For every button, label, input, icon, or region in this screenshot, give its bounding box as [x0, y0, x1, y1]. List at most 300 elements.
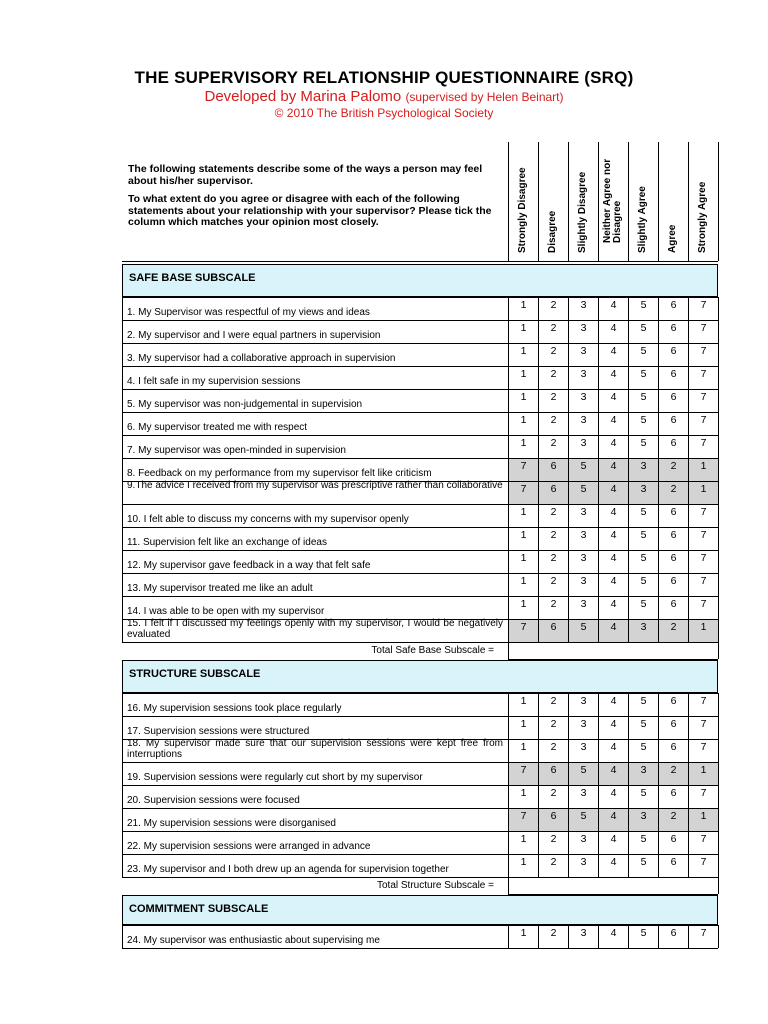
rating-option[interactable]: 2 [538, 854, 568, 877]
rating-option[interactable]: 6 [658, 504, 688, 527]
rating-cells [508, 716, 718, 739]
rating-option[interactable]: 7 [688, 693, 718, 716]
rating-option[interactable]: 2 [538, 831, 568, 854]
column-header-label: Strongly Disagree [517, 167, 528, 253]
question-row [122, 808, 718, 831]
question-row [122, 619, 718, 642]
rating-option[interactable]: 4 [598, 297, 628, 320]
rating-option[interactable]: 3 [568, 435, 598, 458]
table-border [718, 142, 719, 261]
section-title: SAFE BASE SUBSCALE [129, 272, 256, 284]
rating-option[interactable]: 6 [658, 925, 688, 948]
rating-option[interactable]: 6 [658, 412, 688, 435]
column-header [658, 142, 688, 261]
question-row [122, 596, 718, 619]
rating-option[interactable]: 4 [598, 412, 628, 435]
rating-option[interactable]: 5 [628, 693, 658, 716]
question-text: 10. I felt able to discuss my concerns with my supervisor openly [127, 514, 409, 525]
rating-option[interactable]: 7 [688, 343, 718, 366]
rating-option[interactable]: 6 [538, 808, 568, 831]
section-header [122, 660, 718, 693]
rating-option[interactable]: 2 [538, 527, 568, 550]
column-header [598, 142, 628, 261]
table-border [718, 550, 719, 573]
rating-option[interactable]: 6 [658, 550, 688, 573]
row-divider [122, 948, 718, 949]
rating-option[interactable]: 6 [538, 481, 568, 504]
rating-option[interactable]: 3 [568, 504, 598, 527]
rating-option[interactable]: 2 [658, 762, 688, 785]
table-border [122, 716, 123, 739]
rating-option[interactable]: 5 [628, 504, 658, 527]
row-divider [122, 642, 718, 643]
question-text: 13. My supervisor treated me like an adult [127, 583, 313, 594]
rating-option[interactable]: 1 [508, 925, 538, 948]
rating-option[interactable]: 1 [508, 389, 538, 412]
rating-option[interactable]: 3 [568, 343, 598, 366]
table-border [122, 739, 123, 762]
question-row [122, 320, 718, 343]
rating-option[interactable]: 6 [658, 831, 688, 854]
rating-option[interactable]: 6 [658, 739, 688, 762]
rating-option[interactable]: 7 [688, 925, 718, 948]
rating-cells [508, 785, 718, 808]
rating-option[interactable]: 1 [508, 573, 538, 596]
rating-option[interactable]: 1 [688, 619, 718, 642]
rating-option[interactable]: 3 [568, 389, 598, 412]
rating-option[interactable]: 3 [568, 785, 598, 808]
column-header [538, 142, 568, 261]
table-border [718, 619, 719, 642]
row-divider [122, 808, 718, 809]
rating-option[interactable]: 7 [688, 435, 718, 458]
copyright-notice: © 2010 The British Psychological Society [274, 106, 494, 120]
rating-option[interactable]: 2 [538, 716, 568, 739]
question-row [122, 573, 718, 596]
rating-option[interactable]: 3 [628, 458, 658, 481]
rating-option[interactable]: 4 [598, 831, 628, 854]
rating-cells [508, 739, 718, 762]
question-text: 5. My supervisor was non-judgemental in supervision [127, 399, 363, 410]
rating-option[interactable]: 1 [508, 527, 538, 550]
rating-option[interactable]: 5 [628, 412, 658, 435]
rating-option[interactable]: 1 [508, 693, 538, 716]
table-border [122, 527, 123, 550]
rating-option[interactable]: 3 [568, 573, 598, 596]
rating-option[interactable]: 5 [628, 527, 658, 550]
row-divider [122, 596, 718, 597]
rating-option[interactable]: 6 [658, 389, 688, 412]
rating-option[interactable]: 3 [568, 854, 598, 877]
column-header [628, 142, 658, 261]
rating-cells [508, 389, 718, 412]
rating-option[interactable]: 3 [628, 619, 658, 642]
rating-option[interactable]: 2 [538, 739, 568, 762]
table-border [122, 504, 123, 527]
table-border [122, 693, 123, 716]
rating-option[interactable]: 5 [628, 550, 658, 573]
rating-option[interactable]: 4 [598, 550, 628, 573]
rating-cells [508, 854, 718, 877]
rating-option[interactable]: 5 [628, 925, 658, 948]
rating-cells [508, 925, 718, 948]
rating-option[interactable]: 3 [568, 412, 598, 435]
rating-option[interactable]: 3 [568, 527, 598, 550]
rating-option[interactable]: 3 [628, 481, 658, 504]
table-border [718, 481, 719, 504]
rating-option[interactable]: 5 [628, 716, 658, 739]
rating-option[interactable]: 4 [598, 504, 628, 527]
rating-option[interactable]: 2 [538, 389, 568, 412]
table-border [718, 320, 719, 343]
table-border [122, 412, 123, 435]
rating-option[interactable]: 3 [568, 925, 598, 948]
rating-option[interactable]: 2 [538, 550, 568, 573]
row-divider [122, 693, 718, 694]
rating-cells [508, 366, 718, 389]
table-border [718, 785, 719, 808]
rating-option[interactable]: 7 [688, 366, 718, 389]
rating-option[interactable]: 7 [688, 785, 718, 808]
question-text: 7. My supervisor was open-minded in supervision [127, 445, 346, 456]
subtotal-label: Total Safe Base Subscale = [371, 645, 494, 656]
rating-option[interactable]: 5 [628, 297, 658, 320]
rating-option[interactable]: 3 [628, 762, 658, 785]
column-header [508, 142, 538, 261]
rating-option[interactable]: 1 [508, 297, 538, 320]
rating-option[interactable]: 6 [658, 854, 688, 877]
rating-option[interactable]: 4 [598, 762, 628, 785]
column-header-label: Disagree [547, 210, 558, 253]
table-border [122, 619, 123, 642]
rating-option[interactable]: 4 [598, 785, 628, 808]
question-text: 21. My supervision sessions were disorganised [127, 818, 336, 829]
rating-option[interactable]: 1 [508, 785, 538, 808]
table-border [718, 596, 719, 619]
row-divider [122, 762, 718, 763]
rating-cells [508, 412, 718, 435]
question-text: 23. My supervisor and I both drew up an agenda for supervision together [127, 864, 449, 875]
rating-option[interactable]: 2 [538, 504, 568, 527]
row-divider [122, 550, 718, 551]
rating-option[interactable]: 2 [538, 343, 568, 366]
rating-option[interactable]: 6 [658, 297, 688, 320]
rating-option[interactable]: 2 [538, 412, 568, 435]
rating-option[interactable]: 4 [598, 739, 628, 762]
rating-option[interactable]: 7 [688, 297, 718, 320]
table-border [122, 297, 123, 320]
question-row [122, 693, 718, 716]
table-border [718, 389, 719, 412]
rating-option[interactable]: 5 [628, 854, 658, 877]
row-divider [122, 619, 718, 620]
question-row [122, 854, 718, 877]
rating-option[interactable]: 7 [508, 458, 538, 481]
table-border [718, 693, 719, 716]
rating-option[interactable]: 1 [508, 504, 538, 527]
rating-cells [508, 808, 718, 831]
question-text: 17. Supervision sessions were structured [127, 726, 310, 737]
row-divider [122, 366, 718, 367]
rating-cells [508, 527, 718, 550]
row-divider [122, 877, 718, 878]
table-border [718, 504, 719, 527]
rating-option[interactable]: 5 [568, 481, 598, 504]
column-header-label: Slightly Agree [637, 186, 648, 253]
rating-option[interactable]: 6 [538, 619, 568, 642]
rating-option[interactable]: 7 [688, 573, 718, 596]
rating-option[interactable]: 4 [598, 693, 628, 716]
rating-option[interactable]: 1 [508, 831, 538, 854]
rating-cells [508, 435, 718, 458]
table-border [122, 550, 123, 573]
rating-option[interactable]: 3 [568, 366, 598, 389]
rating-option[interactable]: 3 [568, 693, 598, 716]
rating-cells [508, 619, 718, 642]
rating-option[interactable]: 1 [688, 762, 718, 785]
rating-option[interactable]: 7 [688, 320, 718, 343]
rating-option[interactable]: 4 [598, 925, 628, 948]
rating-option[interactable]: 7 [688, 596, 718, 619]
rating-option[interactable]: 7 [688, 527, 718, 550]
rating-option[interactable]: 1 [508, 435, 538, 458]
question-row [122, 785, 718, 808]
row-divider [122, 481, 718, 482]
rating-option[interactable]: 7 [508, 808, 538, 831]
rating-option[interactable]: 6 [658, 320, 688, 343]
rating-option[interactable]: 1 [688, 808, 718, 831]
table-border [718, 412, 719, 435]
rating-cells [508, 762, 718, 785]
rating-option[interactable]: 3 [568, 831, 598, 854]
rating-option[interactable]: 4 [598, 366, 628, 389]
rating-option[interactable]: 4 [598, 808, 628, 831]
rating-option[interactable]: 2 [538, 785, 568, 808]
question-text: 2. My supervisor and I were equal partners in supervision [127, 330, 381, 341]
subtotal-label: Total Structure Subscale = [376, 880, 494, 891]
rating-option[interactable]: 2 [538, 596, 568, 619]
question-text: 9.The advice I received from my supervisor was prescriptive rather than collaborative [127, 480, 503, 491]
table-border [122, 458, 123, 481]
rating-option[interactable]: 5 [628, 366, 658, 389]
column-header [688, 142, 718, 261]
column-header-label: Neither Agree nor Disagree [602, 158, 623, 243]
rating-option[interactable]: 5 [568, 619, 598, 642]
rating-option[interactable]: 5 [628, 831, 658, 854]
rating-cells [508, 831, 718, 854]
rating-option[interactable]: 4 [598, 619, 628, 642]
rating-option[interactable]: 5 [628, 343, 658, 366]
rating-option[interactable]: 3 [628, 808, 658, 831]
rating-option[interactable]: 7 [688, 739, 718, 762]
rating-option[interactable]: 4 [598, 458, 628, 481]
rating-option[interactable]: 7 [688, 412, 718, 435]
table-border [718, 297, 719, 320]
table-border [122, 925, 123, 948]
rating-cells [508, 596, 718, 619]
rating-option[interactable]: 7 [508, 481, 538, 504]
rating-option[interactable]: 6 [658, 527, 688, 550]
question-text: 18. My supervisor made sure that our supervision sessions were kept free from interruptions [127, 738, 503, 760]
rating-cells [508, 343, 718, 366]
question-row [122, 550, 718, 573]
rating-option[interactable]: 4 [598, 435, 628, 458]
rating-option[interactable]: 7 [688, 550, 718, 573]
rating-option[interactable]: 3 [568, 739, 598, 762]
question-row [122, 389, 718, 412]
question-text: 14. I was able to be open with my supervisor [127, 606, 325, 617]
rating-option[interactable]: 2 [538, 693, 568, 716]
rating-option[interactable]: 4 [598, 343, 628, 366]
rating-option[interactable]: 3 [568, 297, 598, 320]
rating-option[interactable]: 5 [628, 739, 658, 762]
table-border [122, 785, 123, 808]
row-divider [122, 925, 718, 926]
rating-option[interactable]: 5 [568, 762, 598, 785]
section-header [122, 264, 718, 297]
table-border [718, 716, 719, 739]
row-divider [122, 504, 718, 505]
row-divider [122, 297, 718, 298]
table-border [122, 596, 123, 619]
rating-option[interactable]: 2 [658, 808, 688, 831]
rating-option[interactable]: 4 [598, 573, 628, 596]
rating-cells [508, 481, 718, 504]
rating-option[interactable]: 5 [568, 808, 598, 831]
table-border [122, 435, 123, 458]
rating-cells [508, 550, 718, 573]
rating-option[interactable]: 1 [508, 596, 538, 619]
row-divider [122, 854, 718, 855]
table-border [122, 831, 123, 854]
rating-option[interactable]: 7 [508, 762, 538, 785]
rating-option[interactable]: 4 [598, 527, 628, 550]
table-border [718, 808, 719, 831]
rating-option[interactable]: 3 [568, 596, 598, 619]
table-border [718, 642, 719, 659]
rating-option[interactable]: 2 [538, 925, 568, 948]
rating-option[interactable]: 1 [508, 343, 538, 366]
rating-option[interactable]: 4 [598, 596, 628, 619]
rating-option[interactable]: 1 [508, 412, 538, 435]
rating-option[interactable]: 1 [688, 481, 718, 504]
table-border [718, 573, 719, 596]
rating-option[interactable]: 6 [658, 716, 688, 739]
rating-option[interactable]: 7 [688, 831, 718, 854]
table-border [718, 366, 719, 389]
rating-option[interactable]: 1 [508, 854, 538, 877]
rating-option[interactable]: 6 [658, 573, 688, 596]
instructions-paragraph-2: To what extent do you agree or disagree with each of the following statements about your relationship with your supervisor? Please tick the column which matches your opinion most closely. [128, 193, 492, 228]
rating-option[interactable]: 2 [538, 435, 568, 458]
rating-option[interactable]: 2 [538, 573, 568, 596]
rating-option[interactable]: 5 [628, 596, 658, 619]
question-row [122, 504, 718, 527]
rating-option[interactable]: 3 [568, 320, 598, 343]
rating-option[interactable]: 5 [628, 573, 658, 596]
rating-option[interactable]: 3 [568, 716, 598, 739]
rating-option[interactable]: 4 [598, 854, 628, 877]
rating-option[interactable]: 7 [688, 389, 718, 412]
rating-option[interactable]: 7 [688, 504, 718, 527]
row-divider [122, 573, 718, 574]
rating-option[interactable]: 1 [688, 458, 718, 481]
instructions-paragraph-1: The following statements describe some of the ways a person may feel about his/her supervisor. [128, 163, 483, 187]
row-divider [122, 343, 718, 344]
rating-option[interactable]: 4 [598, 716, 628, 739]
rating-option[interactable]: 2 [538, 297, 568, 320]
question-text: 6. My supervisor treated me with respect [127, 422, 308, 433]
table-border [718, 762, 719, 785]
row-divider [122, 527, 718, 528]
rating-option[interactable]: 4 [598, 481, 628, 504]
rating-option[interactable]: 6 [658, 435, 688, 458]
question-text: 19. Supervision sessions were regularly cut short by my supervisor [127, 772, 423, 783]
question-row [122, 716, 718, 739]
instructions [128, 164, 492, 236]
page-subtitle [0, 88, 768, 105]
question-row [122, 739, 718, 762]
rating-option[interactable]: 2 [658, 481, 688, 504]
rating-cells [508, 573, 718, 596]
rating-cells [508, 504, 718, 527]
question-row [122, 297, 718, 320]
question-text: 24. My supervisor was enthusiastic about supervising me [127, 935, 380, 946]
rating-option[interactable]: 1 [508, 366, 538, 389]
rating-option[interactable]: 1 [508, 716, 538, 739]
table-border [122, 343, 123, 366]
table-border [122, 808, 123, 831]
rating-option[interactable]: 5 [628, 435, 658, 458]
rating-option[interactable]: 6 [538, 458, 568, 481]
row-divider [122, 739, 718, 740]
rating-option[interactable]: 6 [658, 596, 688, 619]
supervisor-credit: (supervised by Helen Beinart) [405, 90, 564, 104]
table-border [718, 831, 719, 854]
rating-option[interactable]: 2 [658, 619, 688, 642]
rating-option[interactable]: 4 [598, 389, 628, 412]
row-divider [122, 785, 718, 786]
table-border [718, 458, 719, 481]
rating-option[interactable]: 7 [688, 716, 718, 739]
rating-option[interactable]: 6 [538, 762, 568, 785]
rating-option[interactable]: 6 [658, 693, 688, 716]
rating-option[interactable]: 1 [508, 320, 538, 343]
question-row [122, 831, 718, 854]
rating-option[interactable]: 5 [628, 785, 658, 808]
table-border [122, 261, 718, 262]
rating-option[interactable]: 2 [538, 366, 568, 389]
rating-option[interactable]: 7 [688, 854, 718, 877]
question-text: 15. I felt if I discussed my feelings openly with my supervisor, I would be negatively evaluated [127, 618, 503, 640]
rating-option[interactable]: 1 [508, 550, 538, 573]
rating-option[interactable]: 3 [568, 550, 598, 573]
table-border [718, 854, 719, 877]
rating-option[interactable]: 5 [568, 458, 598, 481]
rating-option[interactable]: 6 [658, 366, 688, 389]
rating-option[interactable]: 6 [658, 785, 688, 808]
rating-option[interactable]: 2 [538, 320, 568, 343]
rating-option[interactable]: 2 [658, 458, 688, 481]
rating-option[interactable]: 6 [658, 343, 688, 366]
rating-option[interactable]: 4 [598, 320, 628, 343]
rating-option[interactable]: 1 [508, 739, 538, 762]
question-row [122, 412, 718, 435]
rating-option[interactable]: 5 [628, 389, 658, 412]
question-text: 11. Supervision felt like an exchange of ideas [127, 537, 327, 548]
rating-option[interactable]: 7 [508, 619, 538, 642]
rating-option[interactable]: 5 [628, 320, 658, 343]
